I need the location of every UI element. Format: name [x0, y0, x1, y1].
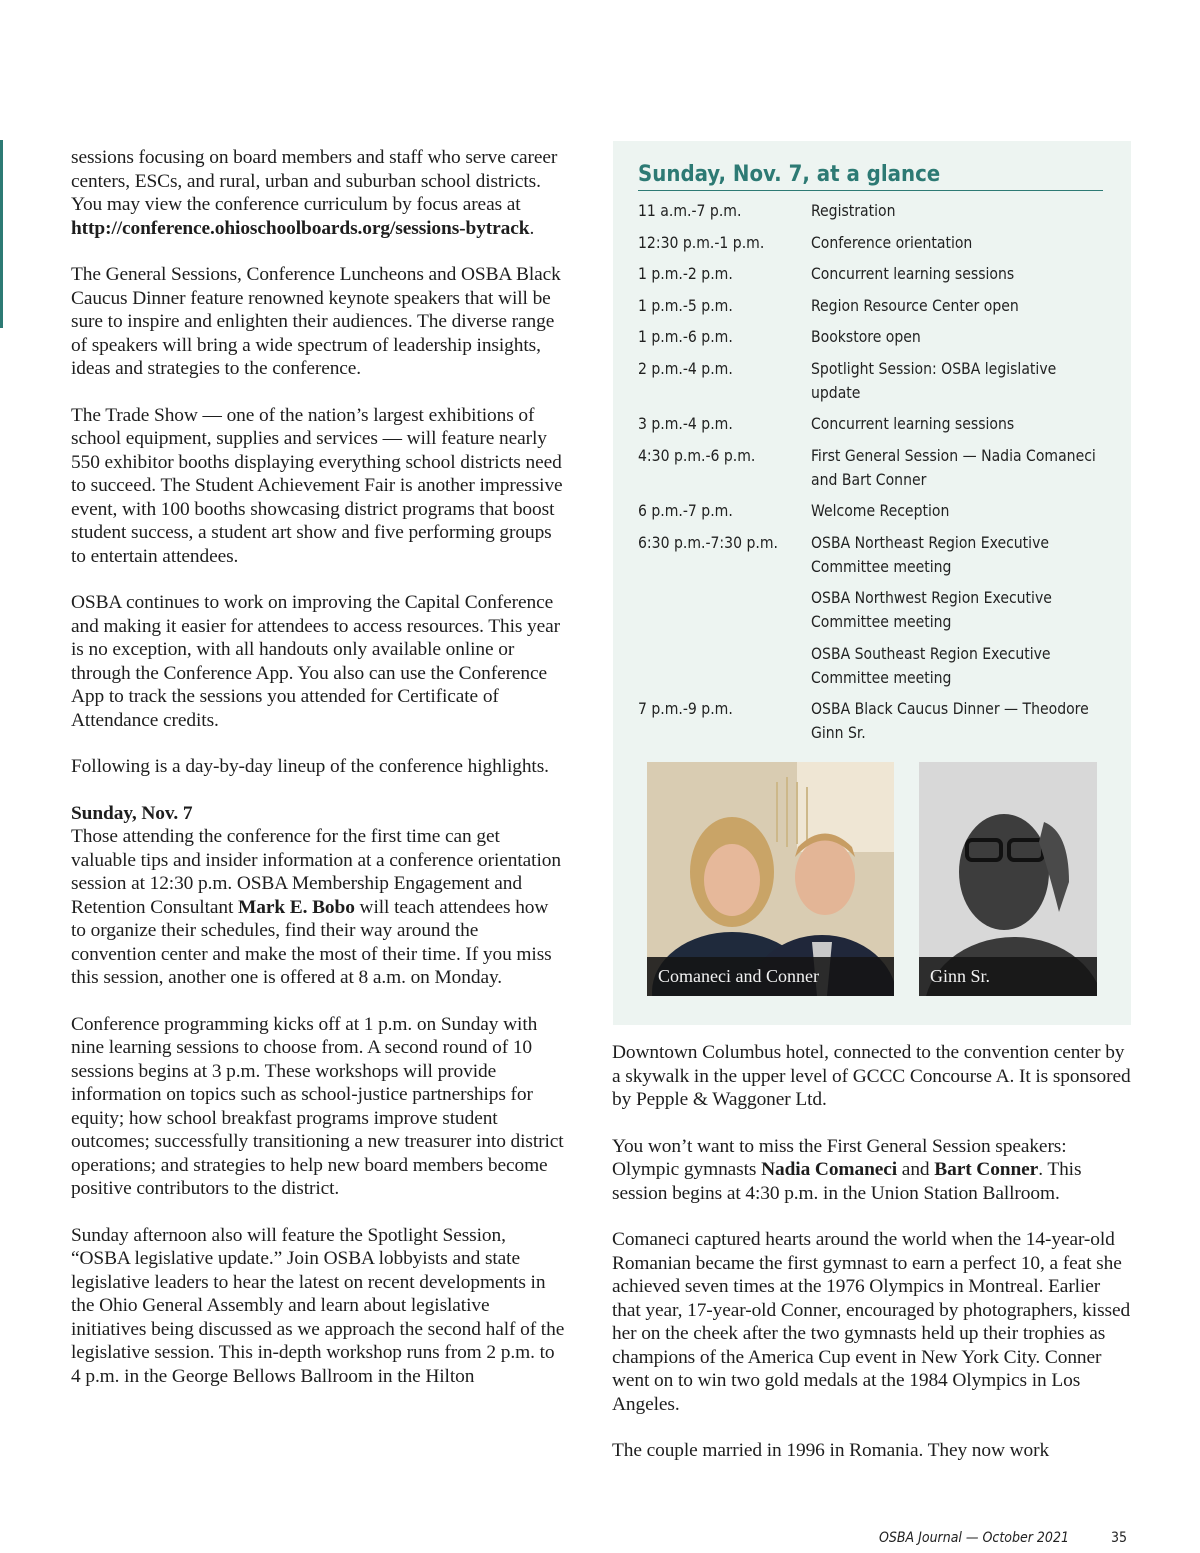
paragraph-5: Following is a day-by-day lineup of the conference highlights.	[71, 756, 549, 777]
person-name-comaneci: Nadia Comaneci	[761, 1159, 898, 1180]
schedule-row	[638, 199, 1108, 223]
schedule-time: 3 p.m.-4 p.m.	[638, 415, 733, 433]
person-name-conner: Bart Conner	[934, 1159, 1039, 1180]
paragraph-8: Sunday afternoon also will feature the Spotlight Session, “OSBA legislative update.” Join OSBA lobbyists and state legislative leaders to hear the latest on recent developments in the Ohio General Assembly and learn about legislative initiatives being discussed as we approach the second half of the legislative session. This in-depth workshop runs from 2 p.m. to 4 p.m. in the George Bellows Ballroom in the Hilton	[71, 1224, 565, 1387]
schedule-time: 4:30 p.m.-6 p.m.	[638, 446, 756, 465]
schedule-row	[638, 444, 1108, 492]
schedule-row	[638, 412, 1108, 436]
schedule-row	[638, 262, 1108, 286]
schedule-row	[638, 586, 1108, 634]
paragraph-9: Downtown Columbus hotel, connected to the convention center by a skywalk in the upper level of GCCC Concourse A. It is sponsored by Pepple & Waggoner Ltd.	[612, 1042, 1131, 1110]
photo-comaneci-conner	[647, 762, 894, 996]
schedule-time: 11 a.m.-7 p.m.	[638, 202, 742, 220]
paragraph-7: Conference programming kicks off at 1 p.m. on Sunday with nine learning sessions to choose from. A second round of 10 sessions begins at 3 p.m. These workshops will provide information on topics such as school-justice partnerships for equity; how school breakfast programs improve student outcomes; successfully transitioning a new treasurer into district operations; and strategies to help new board members become positive contributors to the district.	[71, 1013, 564, 1199]
schedule-time	[638, 586, 811, 634]
paragraph-3: The Trade Show — one of the nation’s largest exhibitions of school equipment, supplies and services — will feature nearly 550 exhibitor booths displaying everything school districts need to succeed. The Student Achievement Fair is another impressive event, with 100 booths showcasing district programs that boost student success, a student art show and five performing groups to entertain attendees.	[71, 404, 563, 567]
sidebar-title: Sunday, Nov. 7, at a glance	[638, 161, 1103, 191]
schedule-time: 12:30 p.m.-1 p.m.	[638, 233, 765, 252]
schedule-time: 6 p.m.-7 p.m.	[638, 502, 733, 520]
schedule-time: 6:30 p.m.-7:30 p.m.	[638, 533, 778, 552]
schedule-row	[638, 231, 1108, 255]
schedule-event: Registration	[811, 202, 896, 220]
schedule-event: First General Session — Nadia Comaneci and Bart Conner	[811, 446, 1096, 489]
schedule-row	[638, 697, 1108, 745]
paragraph-12: The couple married in 1996 in Romania. They now work	[612, 1440, 1050, 1461]
footer-journal-title: OSBA Journal — October 2021	[878, 1530, 1069, 1546]
schedule-event: OSBA Northwest Region Executive Committee meeting	[811, 589, 1052, 631]
schedule-row	[638, 325, 1108, 349]
paragraph-4: OSBA continues to work on improving the Capital Conference and making it easier for attendees to access resources. This year is no exception, with all handouts only available online or through the Conference App. You also can use the Conference App to track the sessions you attended for Certificate of Attendance credits.	[71, 592, 561, 731]
page-footer	[700, 1530, 1127, 1546]
schedule-event: Concurrent learning sessions	[811, 265, 1015, 283]
schedule-event: Concurrent learning sessions	[811, 415, 1015, 433]
curriculum-link[interactable]: http://conference.ohioschoolboards.org/sessions-bytrack	[71, 217, 530, 239]
photo-caption-ginn: Ginn Sr.	[919, 957, 1097, 996]
photo-ginn	[919, 762, 1097, 996]
paragraph-1: sessions focusing on board members and staff who serve career centers, ESCs, and rural, urban and suburban school districts. You may view the conference curriculum by focus areas at http://conference.ohioschoolboards.org/sessions-bytrack.	[71, 147, 558, 239]
schedule-list	[638, 199, 1108, 753]
schedule-event: OSBA Northeast Region Executive Committee meeting	[811, 533, 1050, 576]
paragraph-6: Sunday, Nov. 7 Those attending the conference for the first time can get valuable tips and insider information at a conference orientation session at 12:30 p.m. OSBA Membership Engagement and Retention Consultant Mark E. Bobo will teach attendees how to organize their schedules, find their way around the convention center and make the most of their time. If you miss this session, another one is offered at 8 a.m. on Monday.	[71, 802, 567, 990]
photo-caption-comaneci-conner: Comaneci and Conner	[647, 957, 894, 996]
page-number: 35	[1110, 1530, 1127, 1546]
schedule-time: 2 p.m.-4 p.m.	[638, 359, 733, 378]
edge-accent-rule	[0, 140, 3, 328]
schedule-row	[638, 531, 1108, 579]
schedule-sidebar	[613, 141, 1131, 1025]
right-column	[612, 1041, 1132, 1486]
schedule-row	[638, 357, 1108, 405]
schedule-row	[638, 642, 1108, 690]
schedule-time: 1 p.m.-5 p.m.	[638, 296, 733, 315]
schedule-row	[638, 499, 1108, 523]
section-heading-sunday: Sunday, Nov. 7	[71, 802, 193, 824]
schedule-event: Region Resource Center open	[811, 296, 1019, 315]
person-name-bobo: Mark E. Bobo	[238, 896, 355, 918]
left-column	[71, 146, 567, 1411]
schedule-event: Bookstore open	[811, 328, 921, 346]
paragraph-10: You won’t want to miss the First General Session speakers: Olympic gymnasts Nadia Comaneci and Bart Conner. This session begins at 4:30 p.m. in the Union Station Ballroom.	[612, 1135, 1082, 1204]
schedule-row	[638, 294, 1108, 318]
schedule-event: OSBA Black Caucus Dinner — Theodore Ginn Sr.	[811, 700, 1089, 742]
schedule-time	[638, 642, 811, 690]
paragraph-2: The General Sessions, Conference Luncheons and OSBA Black Caucus Dinner feature renowned keynote speakers that will be sure to inspire and enlighten their audiences. The diverse range of speakers will bring a wide spectrum of leadership insights, ideas and strategies to the conference.	[71, 264, 561, 379]
schedule-event: Spotlight Session: OSBA legislative update	[811, 359, 1057, 402]
schedule-event: Welcome Reception	[811, 502, 950, 520]
schedule-time: 7 p.m.-9 p.m.	[638, 700, 733, 718]
paragraph-11: Comaneci captured hearts around the world when the 14-year-old Romanian became the first gymnast to earn a perfect 10, a feat she achieved seven times at the 1976 Olympics in Montreal. Earlier that year, 17-year-old Conner, encouraged by photographers, kissed her on the cheek after the two gymnasts held up their trophies as champions of the America Cup event in New York City. Conner went on to win two gold medals at the 1984 Olympics in Los Angeles.	[612, 1229, 1131, 1415]
schedule-time: 1 p.m.-2 p.m.	[638, 265, 733, 283]
schedule-time: 1 p.m.-6 p.m.	[638, 328, 733, 346]
schedule-event: Conference orientation	[811, 233, 973, 252]
schedule-event: OSBA Southeast Region Executive Committee meeting	[811, 644, 1051, 687]
